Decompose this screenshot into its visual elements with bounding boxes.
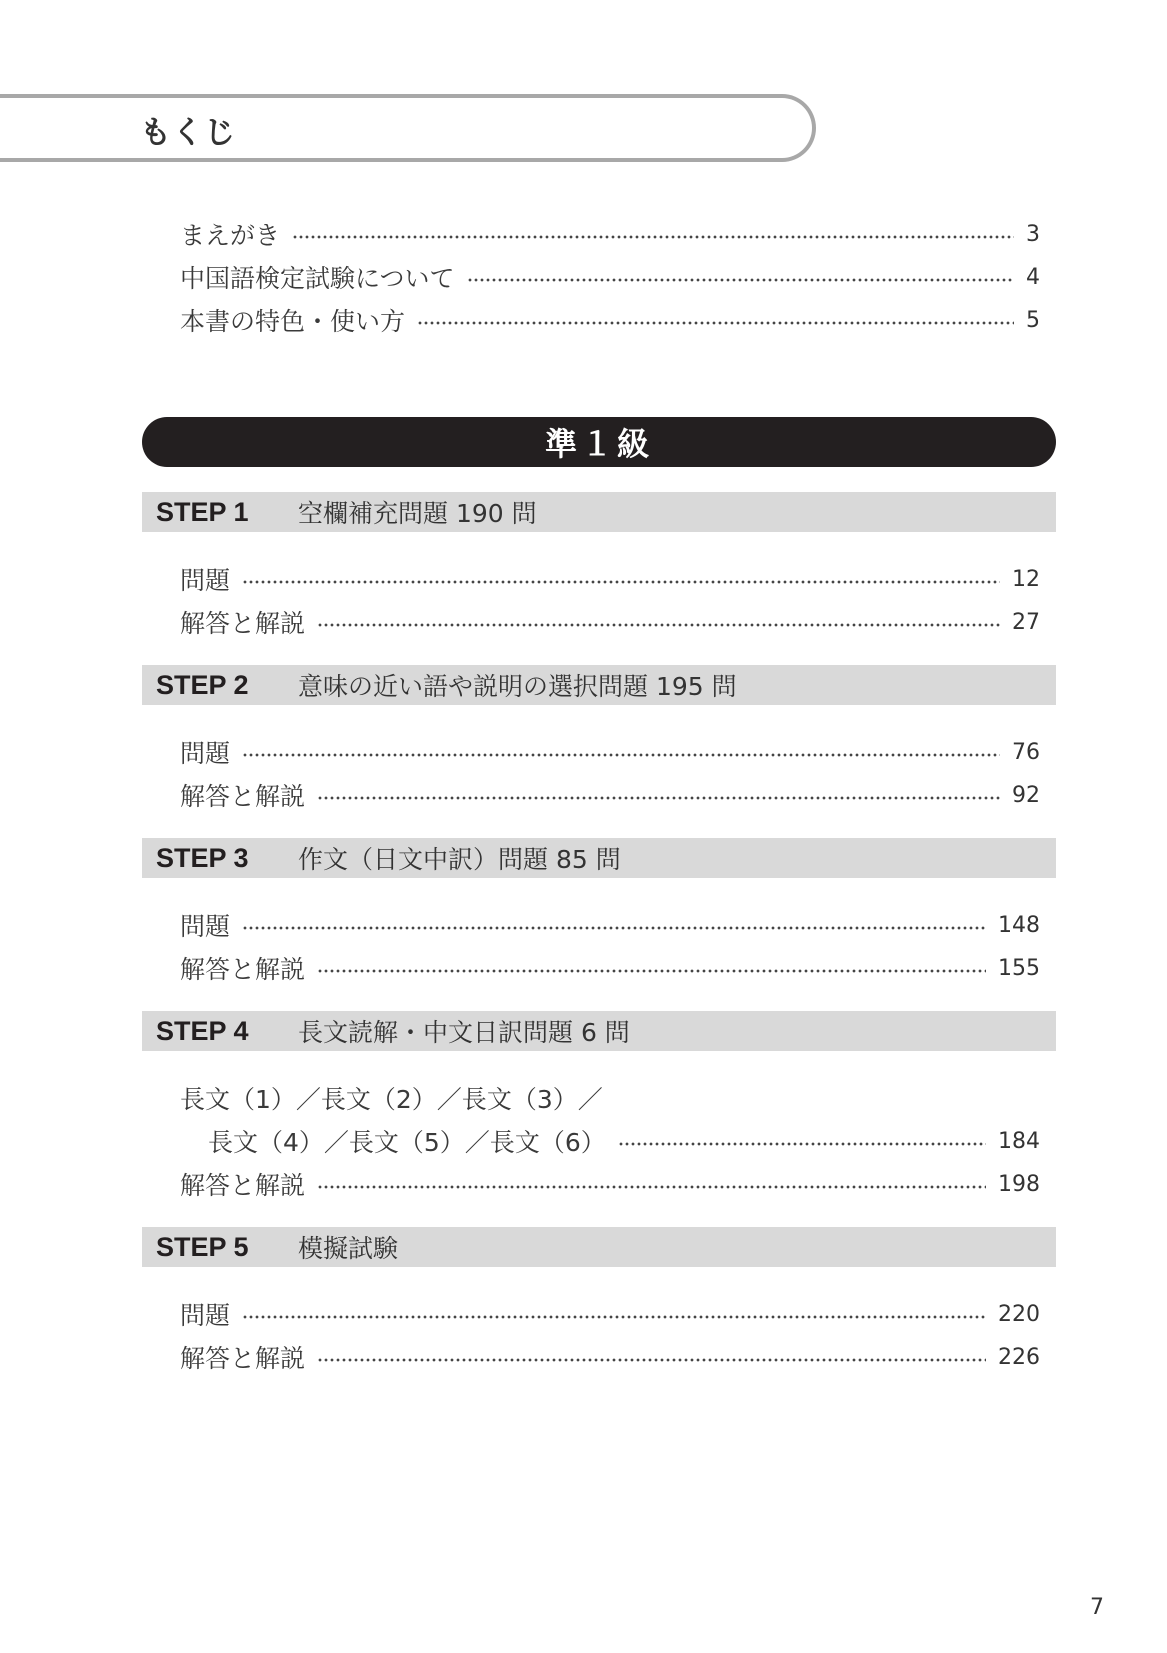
page-title: もくじ — [140, 115, 236, 151]
leader-dots — [618, 1141, 986, 1147]
toc-entry-step2-questions[interactable] — [180, 733, 1040, 771]
toc-entry-preface[interactable] — [180, 215, 1040, 253]
leader-dots — [467, 277, 1014, 283]
toc-entry-page: 155 — [998, 955, 1040, 981]
leader-dots — [317, 795, 1000, 801]
toc-entry-label: まえがき — [180, 221, 281, 250]
leader-dots — [242, 752, 1000, 758]
toc-entry-step1-answers[interactable] — [180, 603, 1040, 641]
toc-entry-label: 長文（4）／長文（5）／長文（6） — [208, 1128, 606, 1157]
toc-entry-page: 27 — [1012, 609, 1040, 635]
toc-entry-label: 解答と解説 — [180, 955, 306, 984]
leader-dots — [242, 579, 1000, 585]
toc-entry-features[interactable] — [180, 301, 1040, 339]
toc-entry-page: 148 — [998, 912, 1040, 938]
toc-entry-step4-passages-line1[interactable] — [180, 1079, 603, 1117]
title-tab — [0, 94, 816, 162]
step-label: STEP 1 — [156, 496, 249, 527]
step-title: 空欄補充問題 190 問 — [298, 499, 537, 528]
toc-entry-step3-answers[interactable] — [180, 949, 1040, 987]
step-header-3 — [142, 838, 1056, 878]
toc-entry-label: 解答と解説 — [180, 1171, 306, 1200]
leader-dots — [317, 968, 986, 974]
step-label: STEP 3 — [156, 842, 249, 873]
toc-entry-page: 76 — [1012, 739, 1040, 765]
leader-dots — [242, 925, 986, 931]
toc-entry-page: 184 — [998, 1128, 1040, 1154]
toc-entry-step1-questions[interactable] — [180, 560, 1040, 598]
toc-entry-label: 本書の特色・使い方 — [180, 307, 406, 336]
level-title: 準１級 — [544, 425, 653, 463]
leader-dots — [292, 234, 1014, 240]
step-header-2 — [142, 665, 1056, 705]
toc-entry-step2-answers[interactable] — [180, 776, 1040, 814]
toc-entry-step4-answers[interactable] — [180, 1165, 1040, 1203]
toc-entry-label: 問題 — [180, 1301, 231, 1330]
toc-entry-page: 12 — [1012, 566, 1040, 592]
toc-entry-exam-info[interactable] — [180, 258, 1040, 296]
step-label: STEP 4 — [156, 1015, 249, 1046]
toc-entry-label: 問題 — [180, 566, 231, 595]
toc-entry-label: 問題 — [180, 912, 231, 941]
toc-entry-page: 220 — [998, 1301, 1040, 1327]
leader-dots — [417, 320, 1014, 326]
toc-entry-label: 解答と解説 — [180, 609, 306, 638]
toc-entry-step5-questions[interactable] — [180, 1295, 1040, 1333]
toc-entry-page: 5 — [1026, 307, 1040, 333]
toc-entry-page: 226 — [998, 1344, 1040, 1370]
page-number: 7 — [1090, 1595, 1104, 1620]
step-title: 作文（日文中訳）問題 85 問 — [298, 845, 621, 874]
step-title: 模擬試験 — [298, 1234, 399, 1263]
toc-entry-label: 問題 — [180, 739, 231, 768]
level-banner — [142, 417, 1056, 467]
toc-entry-step3-questions[interactable] — [180, 906, 1040, 944]
step-header-5 — [142, 1227, 1056, 1267]
leader-dots — [317, 1357, 986, 1363]
toc-entry-page: 4 — [1026, 264, 1040, 290]
step-label: STEP 2 — [156, 669, 249, 700]
toc-entry-label: 長文（1）／長文（2）／長文（3）／ — [180, 1085, 603, 1114]
step-title: 長文読解・中文日訳問題 6 問 — [298, 1018, 630, 1047]
toc-entry-label: 中国語検定試験について — [180, 264, 455, 293]
step-header-4 — [142, 1011, 1056, 1051]
step-title: 意味の近い語や説明の選択問題 195 問 — [298, 672, 737, 701]
step-label: STEP 5 — [156, 1231, 249, 1262]
leader-dots — [317, 622, 1000, 628]
toc-entry-label: 解答と解説 — [180, 1344, 306, 1373]
toc-entry-page: 92 — [1012, 782, 1040, 808]
toc-entry-step5-answers[interactable] — [180, 1338, 1040, 1376]
toc-entry-step4-passages[interactable] — [208, 1122, 1040, 1160]
toc-entry-label: 解答と解説 — [180, 782, 306, 811]
toc-entry-page: 3 — [1026, 221, 1040, 247]
step-header-1 — [142, 492, 1056, 532]
toc-entry-page: 198 — [998, 1171, 1040, 1197]
leader-dots — [317, 1184, 986, 1190]
leader-dots — [242, 1314, 986, 1320]
